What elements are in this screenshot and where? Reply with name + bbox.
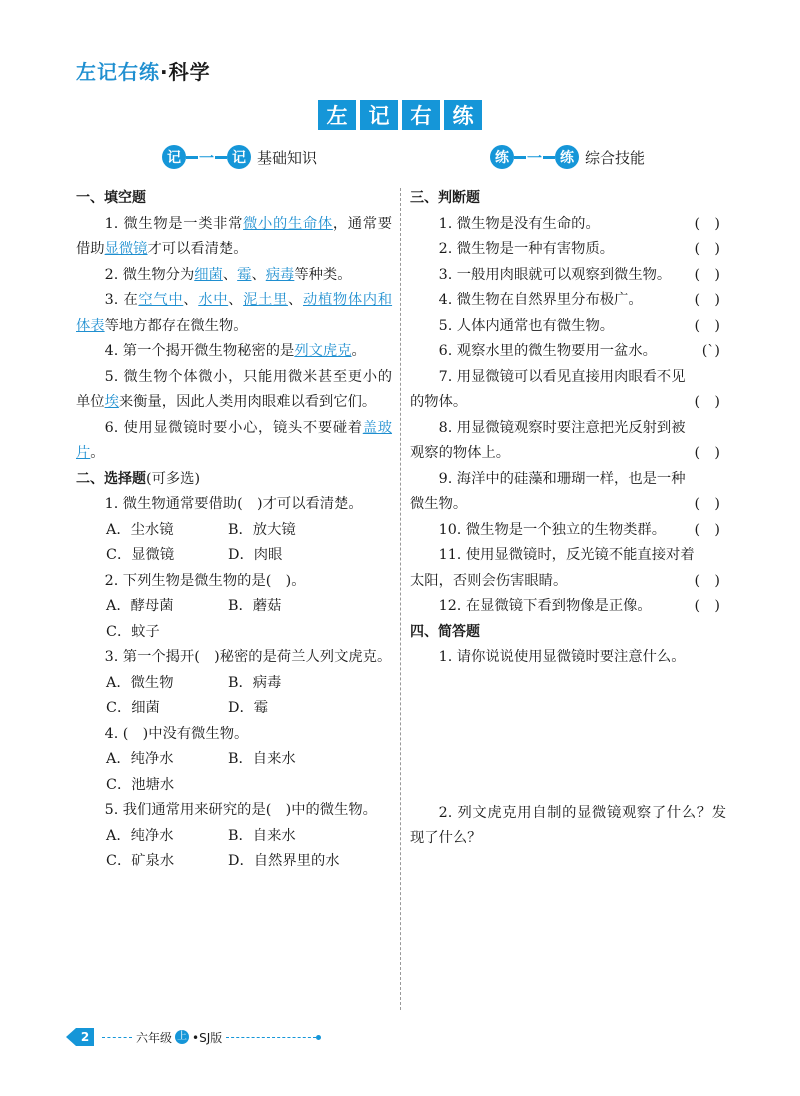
fill-heading: 一、填空题: [76, 190, 146, 206]
judge-q7: 7. 用显微镜可以看见直接用肉眼看不见: [438, 368, 686, 385]
judge-q12: 12. 在显微镜下看到物像是正像。 ( ): [438, 598, 720, 614]
judge-q10: 10. 微生物是一个独立的生物类群。 ( ): [438, 521, 720, 538]
choice-q1-stem: 1. 微生物通常要借助( )才可以看清楚。: [104, 496, 363, 512]
page-arrow-icon: [66, 1028, 76, 1046]
choice-q4-options: A．纯净水 B．自来水: [106, 751, 296, 767]
judge-q2: 2. 微生物是一种有害物质。 ( ): [438, 241, 720, 257]
fill-q5: 5. 微生物个体微小，只能用微米甚至更小的单位埃来衡量，因此人类用肉眼难以看到它们。: [76, 368, 392, 410]
title-char: 练: [444, 100, 482, 130]
choice-q3-options: C．细菌 D．霉: [106, 700, 269, 716]
answer-space: [410, 671, 726, 801]
footer-grade: 六年级: [136, 1030, 173, 1045]
left-column: [76, 186, 392, 875]
lian-yi-lian-badge: 练 一 练: [490, 145, 579, 169]
left-section-heading: [162, 145, 317, 169]
right-section-label: 综合技能: [585, 148, 646, 167]
choice-q5-stem: 5. 我们通常用来研究的是( )中的微生物。: [104, 802, 377, 818]
judge-q11: 11. 使用显微镜时，反光镜不能直接对着: [438, 547, 695, 563]
choice-q2-stem: 2. 下列生物是微生物的是( )。: [104, 572, 306, 589]
judge-q4: 4. 微生物在自然界里分布极广。 ( ): [438, 292, 720, 308]
brand-title: 左记右练: [76, 60, 160, 84]
short-heading: 四、简答题: [410, 623, 480, 640]
short-q2: 2. 列文虎克用自制的显微镜观察了什么？发现了什么？: [410, 804, 726, 846]
page-title: [0, 100, 800, 130]
judge-q6: 6. 观察水里的微生物要用一盆水。 (`): [438, 343, 720, 359]
header-brand: [76, 56, 211, 85]
page-footer: [66, 1028, 321, 1046]
choice-q4-stem: 4. ( )中没有微生物。: [104, 725, 249, 742]
fill-q1: 1. 微生物是一类非常微小的生命体，通常要借助显微镜才可以看清楚。: [76, 215, 393, 257]
short-q1: 1. 请你说说使用显微镜时要注意什么。: [438, 649, 686, 665]
judge-heading: 三、判断题: [410, 190, 480, 206]
footer-edition: •SJ版: [192, 1030, 223, 1045]
right-column: 三、判断题 1. 微生物是没有生命的。 ( ) 2. 微生物是一种有害物质。 ( ) 3. 一般用肉眼就可以观察到微生物。 ( ) 4. 微生物在自然界里分布极广。 ( ) 5. 人体内通常也有微生物。 ( ) 6. 观察水里的微生物要用一盆水。 (`) 7. 用显微镜可以看见直接用肉眼看不见 的物体。 ( ) 8. 用显微镜观察时要注意把光反射到被 观察的物体上。 ( ) 9. 海洋中的硅藻和珊瑚一样，也是一种 微生物。 ( ) 10. 微生物是一个独立的生物类群。 ( ) 11. 使用显微镜时，反光镜不能直接对着 太阳，否则会伤害眼睛。 ( ) 12. 在显微镜下看到物像是正像。 ( ) 四、简答题 1. 请你说说使用显微镜时要注意什么。 2. 列文虎克用自制的显微镜观察了什么？发现了什么？: [410, 186, 726, 852]
title-char: 左: [318, 100, 356, 130]
fill-q2: 2. 微生物分为细菌、霉、病毒等种类。: [104, 266, 352, 283]
footer-dot: [316, 1035, 321, 1040]
choice-q3-stem: 3. 第一个揭开( )秘密的是荷兰人列文虎克。: [104, 649, 392, 665]
fill-q3: 3. 在空气中、水中、泥土里、动植物体内和体表等地方都存在微生物。: [76, 292, 393, 334]
page-number: 2: [76, 1028, 94, 1046]
judge-q3: 3. 一般用肉眼就可以观察到微生物。 ( ): [438, 266, 720, 283]
choice-heading: 二、选择题(可多选): [76, 470, 201, 487]
choice-q5-options: C．矿泉水 D．自然界里的水: [106, 853, 340, 869]
brand-subject: ·科学: [160, 60, 211, 84]
title-char: 右: [402, 100, 440, 130]
fill-q4: 4. 第一个揭开微生物秘密的是列文虎克。: [104, 343, 366, 359]
fill-q6: 6. 使用显微镜时要小心，镜头不要碰着盖玻片。: [76, 419, 393, 461]
column-divider: [400, 188, 401, 1010]
choice-q1-options: C．显微镜 D．肉眼: [106, 547, 283, 563]
choice-q3-options: A．微生物 B．病毒: [106, 674, 282, 691]
judge-q9: 9. 海洋中的硅藻和珊瑚一样，也是一种: [438, 470, 686, 487]
right-section-heading: [490, 145, 645, 169]
judge-q1: 1. 微生物是没有生命的。 ( ): [438, 215, 720, 232]
choice-q4-options: C．池塘水: [106, 776, 175, 793]
choice-q5-options: A．纯净水 B．自来水: [106, 827, 296, 844]
footer-term: 上: [177, 1031, 188, 1042]
choice-q1-options: A．尘水镜 B．放大镜: [106, 521, 296, 538]
ji-yi-ji-badge: 记 一 记: [162, 145, 251, 169]
judge-q8: 8. 用显微镜观察时要注意把光反射到被: [438, 419, 686, 436]
judge-q5: 5. 人体内通常也有微生物。 ( ): [438, 317, 720, 334]
title-char: 记: [360, 100, 398, 130]
left-section-label: 基础知识: [257, 148, 318, 167]
choice-q2-options: C．蚊子: [106, 623, 160, 640]
choice-q2-options: A．酵母菌 B．蘑菇: [106, 598, 282, 614]
